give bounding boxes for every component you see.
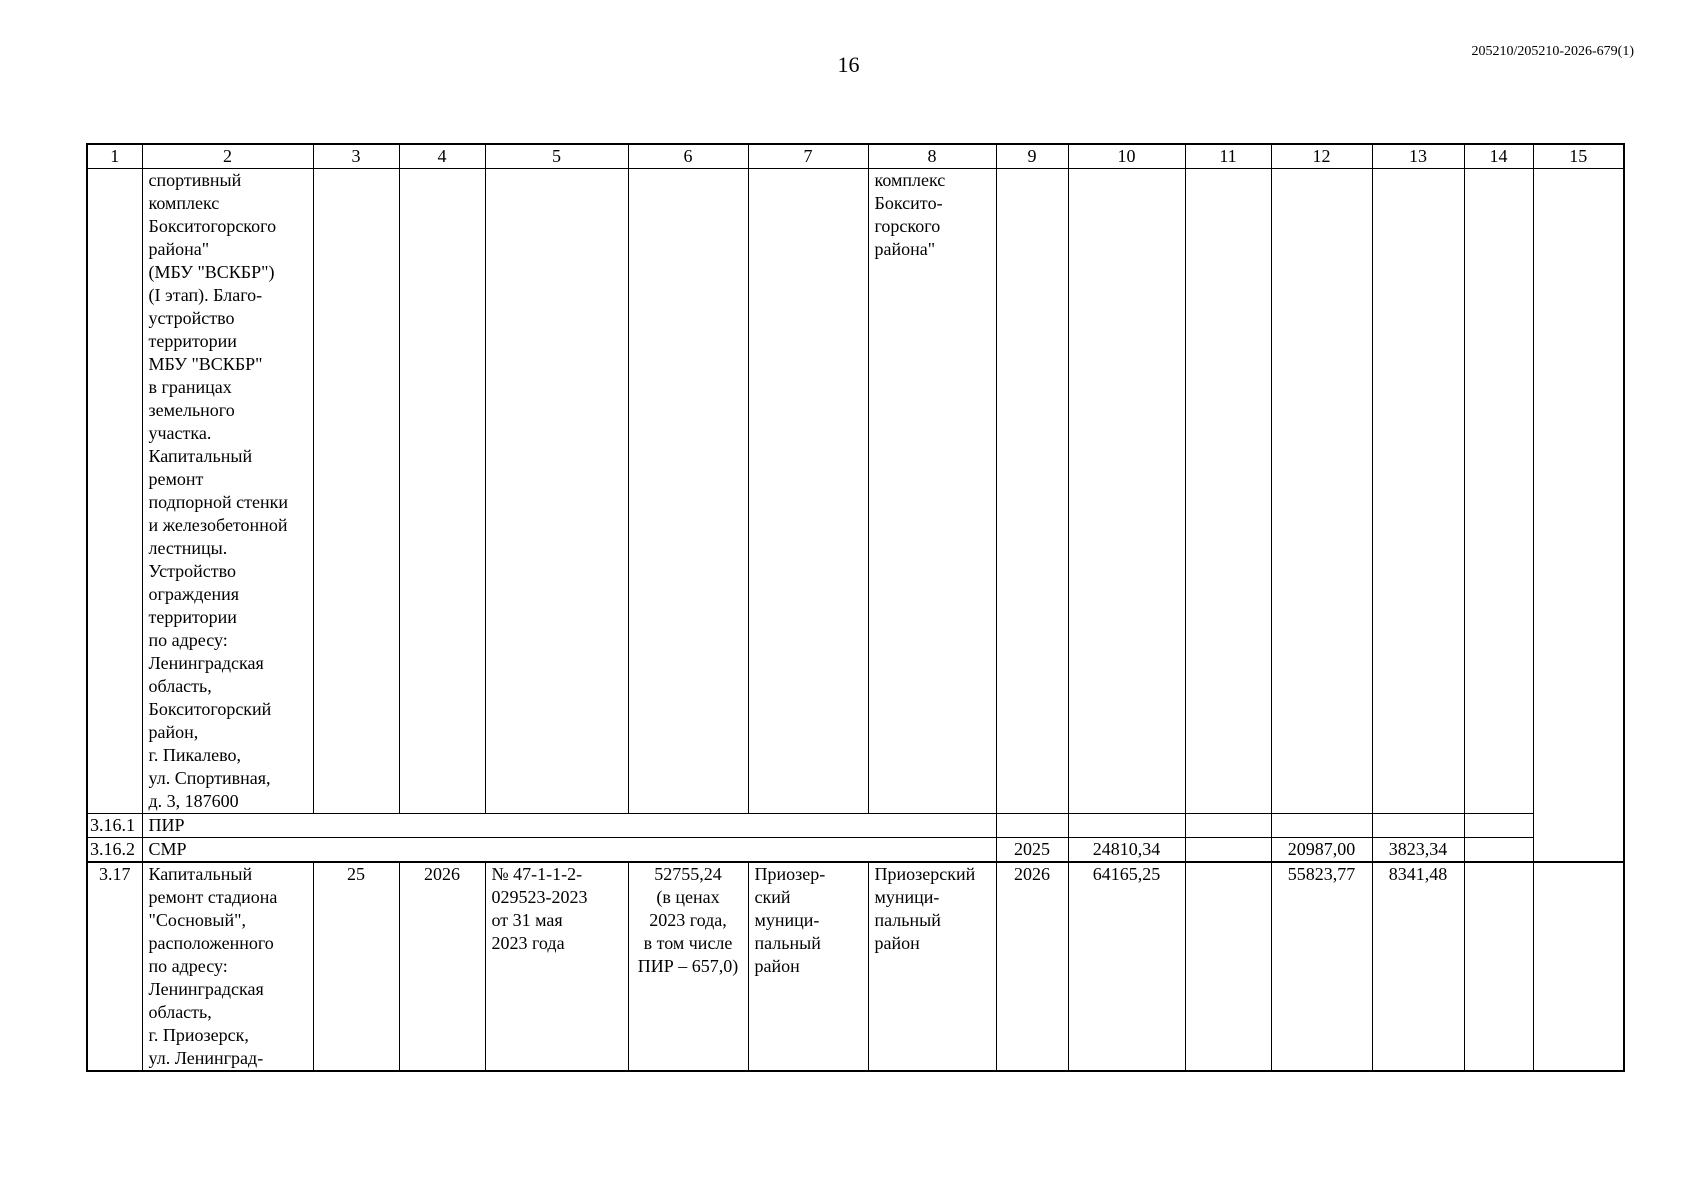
cell-empty — [1372, 814, 1464, 838]
owner-cell: комплекс Бокситo- горского района" — [868, 169, 996, 814]
owner-cell: Приозерский муници- пальный район — [868, 862, 996, 1071]
year-cell: 2026 — [399, 862, 485, 1071]
row-number: 3.17 — [87, 862, 142, 1071]
col-num-15: 15 — [1533, 144, 1624, 169]
data-table — [86, 143, 1625, 1072]
cell-empty — [1068, 169, 1185, 814]
col-num-12: 12 — [1271, 144, 1372, 169]
page-number: 16 — [837, 52, 860, 77]
cell-empty — [1271, 169, 1372, 814]
year-cell: 2026 — [996, 862, 1068, 1071]
cell-empty — [1464, 169, 1533, 814]
table-row-3161 — [87, 814, 1624, 838]
col-num-7: 7 — [748, 144, 868, 169]
customer-cell: Приозер- ский муници- пальный район — [748, 862, 868, 1071]
col-num-13: 13 — [1372, 144, 1464, 169]
cell-empty — [1533, 169, 1624, 863]
row-label: СМР — [142, 838, 996, 863]
cell-empty — [1464, 862, 1533, 1071]
cell-empty — [1533, 862, 1624, 1071]
regional-cell: 20987,00 — [1271, 838, 1372, 863]
object-description-cell: спортивный комплекс Бокситогорского района" (МБУ "ВСКБР") (I этап). Благо- устройство территории МБУ "ВСКБР" в границах земельного участка. Капитальный ремонт подпорной стенки и железобетонной лестницы. Устройство ограждения территории по адресу: Ленинградская область, Бокситогорский район, г. Пикалево, ул. Спортивная, д. 3, 187600 — [142, 169, 313, 814]
cell-empty — [1185, 814, 1271, 838]
cell-empty — [1271, 814, 1372, 838]
local-cell: 8341,48 — [1372, 862, 1464, 1071]
table-row-continued — [87, 169, 1624, 814]
cell-empty — [1185, 838, 1271, 863]
cell-empty — [313, 169, 399, 814]
col-num-11: 11 — [1185, 144, 1271, 169]
table-row-3162 — [87, 838, 1624, 863]
year-cell: 2025 — [996, 838, 1068, 863]
cell-empty — [1372, 169, 1464, 814]
regional-cell: 55823,77 — [1271, 862, 1372, 1071]
col-num-4: 4 — [399, 144, 485, 169]
col-num-1: 1 — [87, 144, 142, 169]
row-number: 3.16.1 — [87, 814, 142, 838]
document-id: 205210/205210-2026-679(1) — [1471, 44, 1634, 59]
expertise-cell: № 47-1-1-2- 029523-2023 от 31 мая 2023 года — [485, 862, 628, 1071]
cell-empty — [1185, 862, 1271, 1071]
cell-empty — [87, 169, 142, 814]
row-label: ПИР — [142, 814, 996, 838]
col-num-14: 14 — [1464, 144, 1533, 169]
table-row-317 — [87, 862, 1624, 1071]
cell-empty — [748, 169, 868, 814]
total-cell: 24810,34 — [1068, 838, 1185, 863]
capacity-cell: 25 — [313, 862, 399, 1071]
total-cell: 64165,25 — [1068, 862, 1185, 1071]
col-num-2: 2 — [142, 144, 313, 169]
cell-empty — [996, 814, 1068, 838]
row-number: 3.16.2 — [87, 838, 142, 863]
col-num-8: 8 — [868, 144, 996, 169]
cell-empty — [1464, 838, 1533, 863]
col-num-5: 5 — [485, 144, 628, 169]
cell-empty — [399, 169, 485, 814]
cell-empty — [485, 169, 628, 814]
cell-empty — [1068, 814, 1185, 838]
cell-empty — [1185, 169, 1271, 814]
cell-empty — [1464, 814, 1533, 838]
object-description-cell: Капитальный ремонт стадиона "Сосновый", расположенного по адресу: Ленинградская область, г. Приозерск, ул. Ленинград- — [142, 862, 313, 1071]
cost-cell: 52755,24 (в ценах 2023 года, в том числе ПИР – 657,0) — [628, 862, 748, 1071]
col-num-3: 3 — [313, 144, 399, 169]
cell-empty — [628, 169, 748, 814]
col-num-10: 10 — [1068, 144, 1185, 169]
col-num-6: 6 — [628, 144, 748, 169]
local-cell: 3823,34 — [1372, 838, 1464, 863]
column-number-row — [87, 144, 1624, 169]
col-num-9: 9 — [996, 144, 1068, 169]
cell-empty — [996, 169, 1068, 814]
